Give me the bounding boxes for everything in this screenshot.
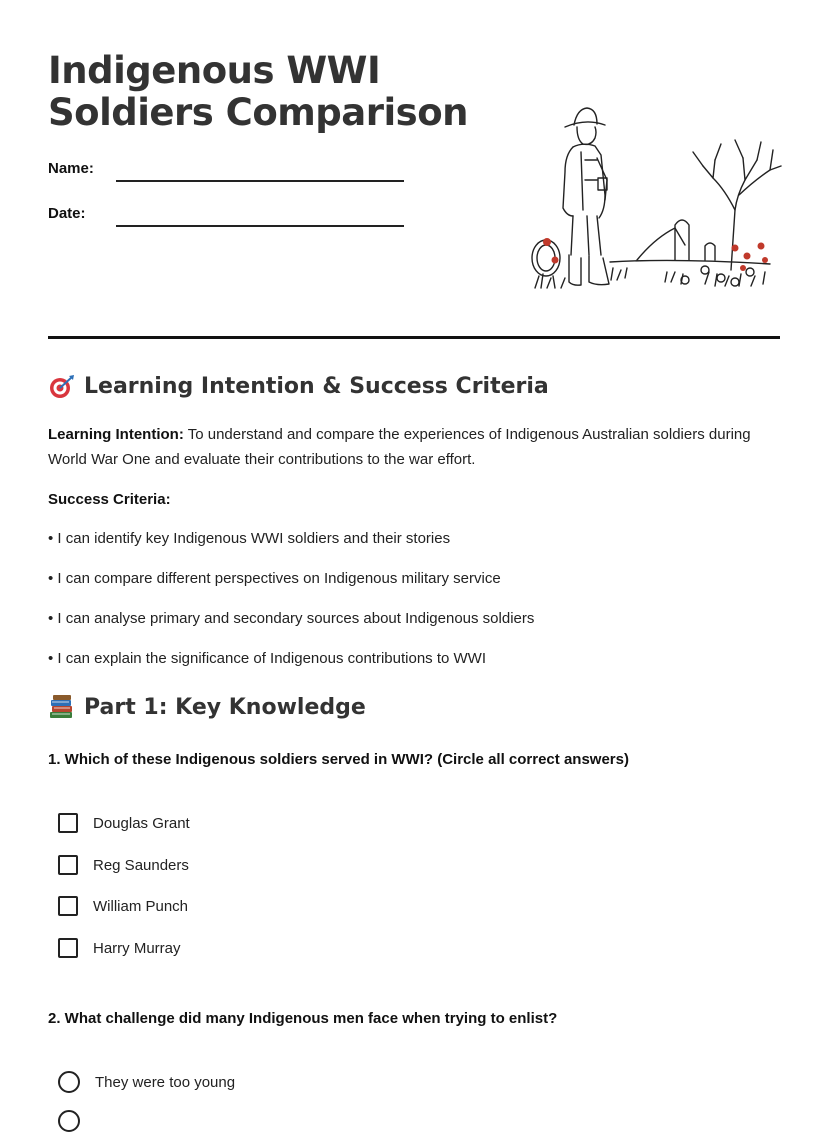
option-william-punch[interactable] — [58, 896, 188, 916]
learning-intention-label: Learning Intention: — [48, 426, 184, 443]
section-heading-part1: Part 1: Key Knowledge — [48, 694, 366, 720]
learning-intention — [48, 422, 778, 472]
name-label: Name: — [48, 160, 94, 177]
radio-button[interactable] — [58, 1110, 80, 1132]
criteria-item: • I can compare different perspectives on Indigenous military service — [48, 570, 501, 587]
name-field[interactable] — [116, 180, 404, 182]
option-label: Reg Saunders — [93, 856, 189, 874]
criteria-item: • I can identify key Indigenous WWI soldiers and their stories — [48, 530, 451, 547]
question-1: 1. Which of these Indigenous soldiers served in WWI? (Circle all correct answers) — [48, 751, 629, 768]
page-title — [48, 50, 468, 134]
date-field[interactable] — [116, 225, 404, 227]
option-harry-murray[interactable] — [58, 938, 181, 958]
soldier-memorial-illustration — [525, 100, 783, 310]
option-label: William Punch — [93, 897, 189, 915]
option-reg-saunders[interactable] — [58, 855, 189, 875]
header-divider — [48, 336, 780, 339]
criteria-item: • I can analyse primary and secondary sources about Indigenous soldiers — [48, 610, 535, 627]
radio-button[interactable] — [58, 1071, 80, 1093]
checkbox[interactable] — [58, 855, 78, 875]
option-label: Harry Murray — [93, 939, 181, 957]
criteria-item: • I can explain the significance of Indigenous contributions to WWI — [48, 650, 486, 667]
success-criteria-label: Success Criteria: — [48, 491, 171, 508]
books-icon — [48, 694, 76, 720]
title-line-2: Soldiers Comparison — [48, 91, 468, 134]
option-cut-off[interactable] — [58, 1110, 95, 1132]
checkbox[interactable] — [58, 813, 78, 833]
target-icon — [48, 373, 76, 399]
section-heading-learning: Learning Intention & Success Criteria — [48, 373, 549, 399]
date-label: Date: — [48, 205, 86, 222]
option-label: They were too young — [95, 1073, 236, 1091]
option-too-young[interactable] — [58, 1071, 235, 1093]
question-2: 2. What challenge did many Indigenous men face when trying to enlist? — [48, 1010, 558, 1027]
checkbox[interactable] — [58, 938, 78, 958]
learning-intention-text: To understand and compare the experiences of Indigenous Australian soldiers during World War One and evaluate their contributions to the war effort. — [48, 426, 751, 468]
title-line-1: Indigenous WWI — [48, 49, 381, 92]
option-douglas-grant[interactable] — [58, 813, 190, 833]
option-label: Douglas Grant — [93, 814, 190, 832]
checkbox[interactable] — [58, 896, 78, 916]
